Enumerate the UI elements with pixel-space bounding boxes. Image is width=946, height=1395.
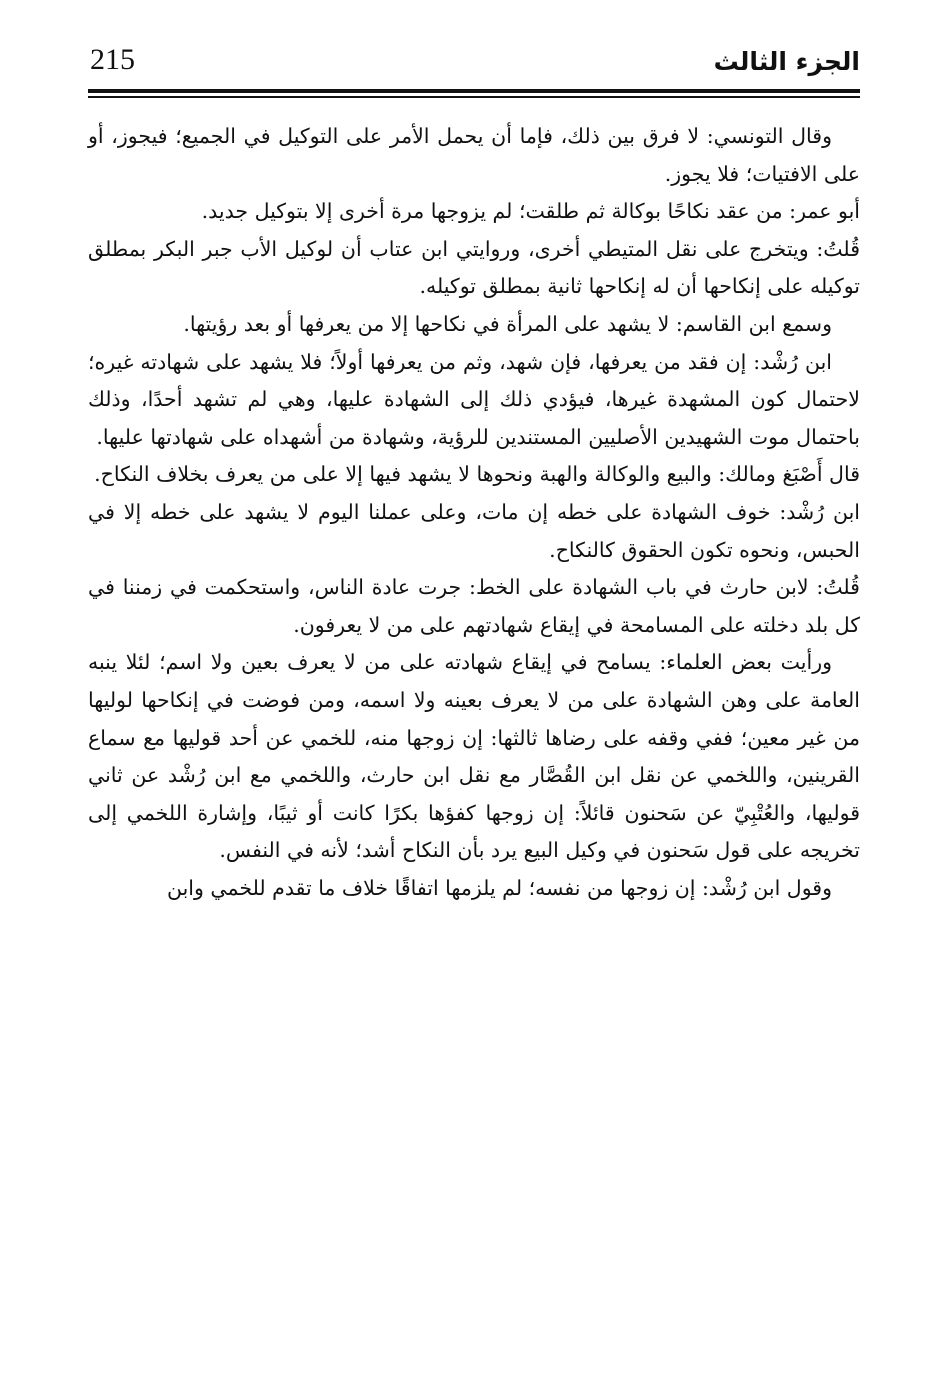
paragraph: وقول ابن رُشْد: إن زوجها من نفسه؛ لم يلزمها اتفاقًا خلاف ما تقدم للخمي وابن: [167, 875, 832, 900]
paragraph: قُلتُ: ويتخرج على نقل المتيطي أخرى، وروايتي ابن عتاب أن لوكيل الأب جبر البكر بمطلق توكيله على إنكاحها أن له إنكاحها ثانية بمطلق توكيله.: [88, 236, 860, 299]
paragraph: قال أَصْبَغ ومالك: والبيع والوكالة والهبة ونحوها لا يشهد فيها إلا على من يعرف بخلاف النكاح.: [94, 462, 860, 487]
page-header: [88, 40, 860, 90]
paragraph: قُلتُ: لابن حارث في باب الشهادة على الخط: جرت عادة الناس، واستحكمت في زمننا في كل بلد دخلته على المسامحة في إيقاع شهادتهم على من لا يعرفون.: [88, 575, 860, 637]
header-rule-thin: [88, 96, 860, 98]
paragraph: وسمع ابن القاسم: لا يشهد على المرأة في نكاحها إلا من يعرفها أو بعد رؤيتها.: [183, 311, 832, 336]
paragraph: ابن رُشْد: خوف الشهادة على خطه إن مات، وعلى عملنا اليوم لا يشهد على خطه إلا في الحبس، ونحوه تكون الحقوق كالنكاح.: [88, 499, 860, 562]
header-rule-thick: [88, 89, 860, 93]
paragraph: ورأيت بعض العلماء: يسامح في إيقاع شهادته على من لا يعرف بعين ولا اسم؛ لئلا ينبه العامة على وهن الشهادة على من لا يعرف بعينه ولا اسمه، ومن فوضت في إنكاحها لوليها من غير معين؛ ففي وقفه على رضاها ثالثها: إن زوجها منه، للخمي عن أحد قوليها مع سماع القرينين، واللخمي عن نقل ابن القُصَّار مع نقل ابن حارث، واللخمي مع ابن رُشْد عن ثاني قوليها، والعُتْبِيّ عن سَحنون قائلاً: إن زوجها كفؤها بكرًا كانت أو ثيبًا، وإشارة اللخمي إلى تخريجه على قول سَحنون في وكيل البيع يرد بأن النكاح أشد؛ لأنه في النفس.: [88, 650, 860, 863]
paragraph: ابن رُشْد: إن فقد من يعرفها، فإن شهد، وثم من يعرفها أولاً؛ فلا يشهد على شهادته غيره؛ لاحتمال كون المشهدة غيرها، فيؤدي ذلك إلى الشهادة عليها، وهي لم تشهد أحدًا، وذلك باحتمال موت الشهيدين الأصليين المستندين للرؤية، وشهادة من أشهداه على شهادتها عليها.: [88, 349, 860, 449]
paragraph: وقال التونسي: لا فرق بين ذلك، فإما أن يحمل الأمر على التوكيل في الجميع؛ فيجوز، أو على الافتيات؛ فلا يجوز.: [88, 124, 860, 186]
running-title: الجزء الثالث: [713, 47, 860, 76]
body-text: [88, 118, 860, 907]
page-number: 215: [90, 43, 135, 76]
paragraph: أبو عمر: من عقد نكاحًا بوكالة ثم طلقت؛ لم يزوجها مرة أخرى إلا بتوكيل جديد.: [201, 199, 860, 224]
